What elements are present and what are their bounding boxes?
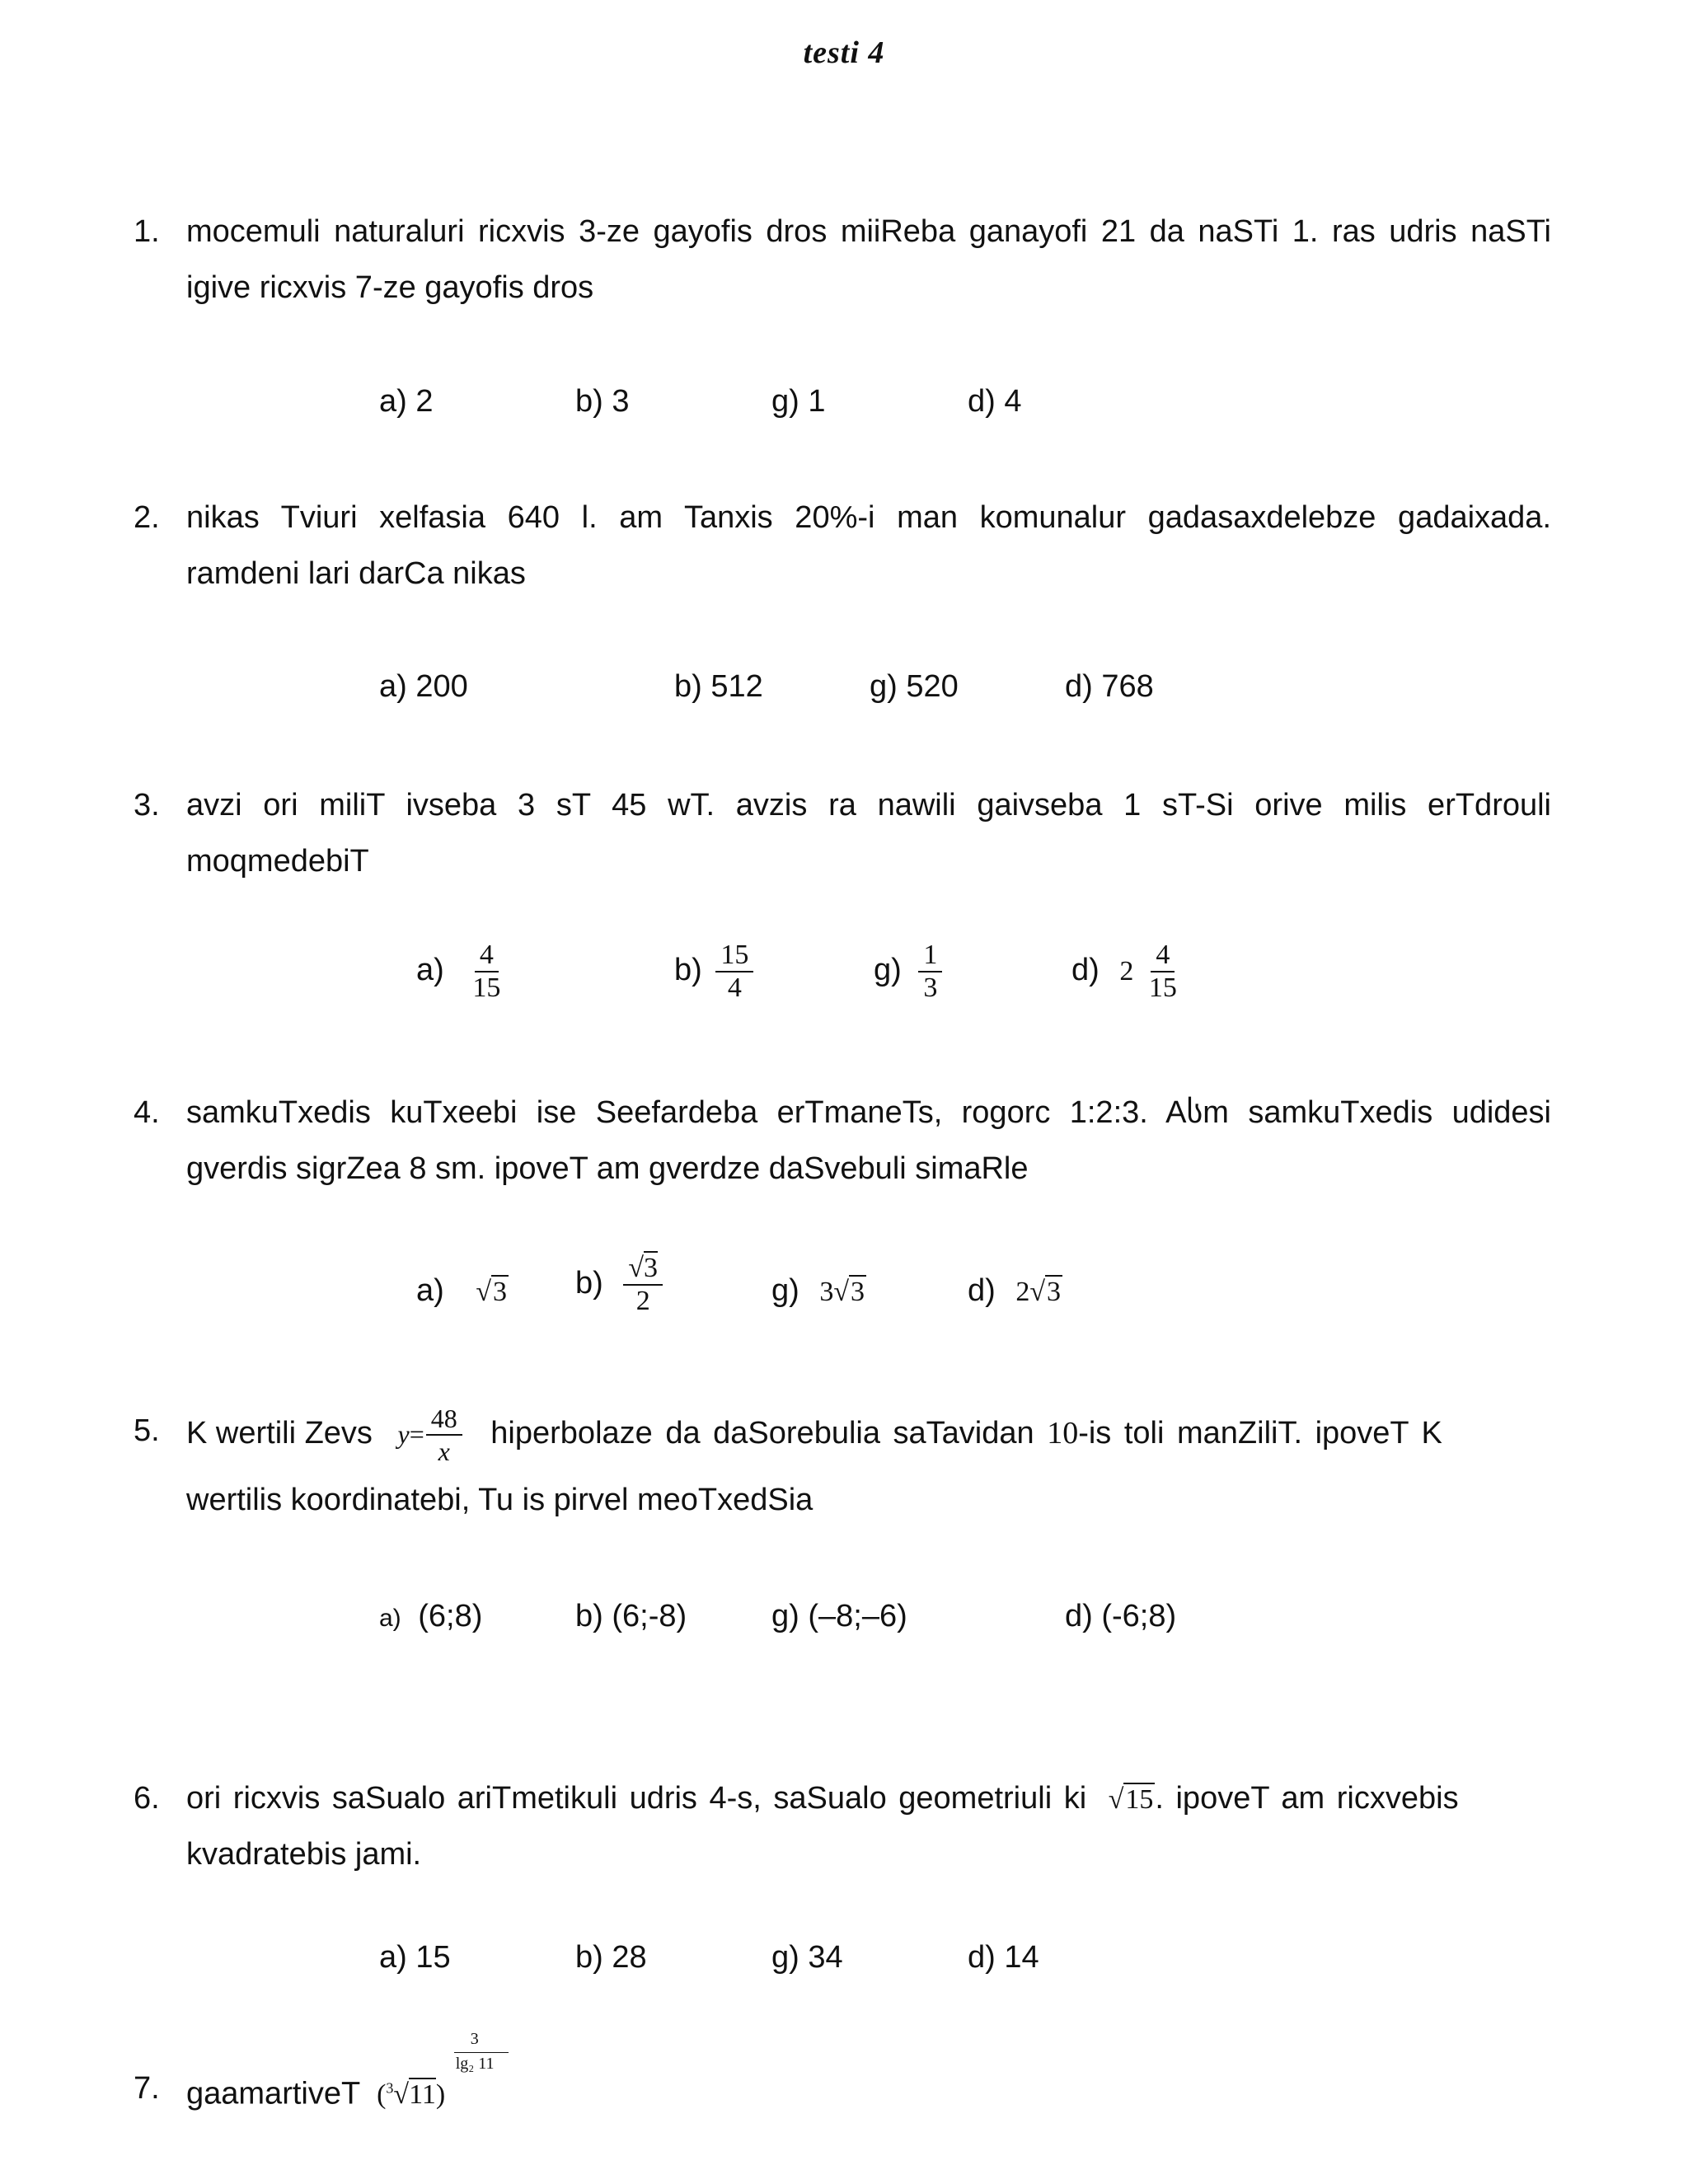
fraction [623, 1253, 663, 1317]
question-text-line: nikas Tviuri xelfasia 640 l. am Tanxis 20%-i man komunalur gadasaxdelebze gadaixada. [186, 500, 1551, 535]
root-index: 3 [386, 2080, 394, 2097]
question-text: ori ricxvis saSualo ariTmetikuli udris 4-s, saSualo geometriuli ki [186, 1781, 1087, 1816]
coefficient: 3 [819, 1277, 834, 1307]
question-text-line: avzi ori miliT ivseba 3 sT 45 wT. avzis ra nawili gaivseba 1 sT-Si orive milis erTdrouli [186, 788, 1551, 823]
exponent-fraction [454, 2030, 512, 2103]
numerator: 1 [918, 940, 942, 972]
option-label: a) [416, 953, 444, 988]
question-text-line: samkuTxedis kuTxeebi ise Seefardeba erTmaneTs, rogorc 1:2:3. Aსm samkuTxedis udidesi [186, 1095, 1551, 1130]
option-d: d) 768 [1065, 669, 1154, 704]
square-root: √15 [1108, 1784, 1154, 1815]
question-text-line: moqmedebiT [186, 844, 369, 879]
option-label: g) [771, 1273, 799, 1308]
question-5 [134, 1403, 1551, 1535]
option-a: a) 15 [379, 1940, 451, 1975]
option-label: b) [575, 1266, 603, 1301]
radicand: 3 [644, 1253, 659, 1283]
formula-equals: = [409, 1419, 424, 1450]
question-7 [134, 2030, 1551, 2126]
denominator: 2 [635, 1286, 650, 1316]
radicand: 3 [1047, 1277, 1062, 1307]
fraction [918, 940, 942, 1004]
radicand: 3 [493, 1277, 508, 1307]
question-text-line [186, 1770, 1551, 1828]
numerator: 4 [1151, 940, 1175, 972]
question-text-line: igive ricxvis 7-ze gayofis dros [186, 270, 594, 305]
question-number: 2. [134, 500, 160, 535]
option-g: g) 1 [771, 384, 826, 419]
formula-y: y [397, 1419, 410, 1450]
exponent-bar [454, 2052, 509, 2053]
option-label: g) [874, 953, 902, 988]
option-g [874, 940, 942, 1004]
question-number: 3. [134, 788, 160, 823]
option-b: b) 512 [674, 669, 763, 704]
option-value: (6;8) [418, 1599, 483, 1633]
question-text: -is toli manZiliT. ipoveT K [1078, 1416, 1442, 1451]
whole-part: 2 [1119, 956, 1134, 987]
question-number: 6. [134, 1781, 160, 1816]
question-text-line: kvadratebis jami. [186, 1837, 422, 1872]
option-d [968, 1273, 1062, 1309]
question-2 [134, 490, 1551, 605]
option-b [674, 940, 753, 1004]
denominator: 4 [727, 972, 742, 1003]
option-g: g) 34 [771, 1940, 843, 1975]
option-label: d) [968, 1273, 996, 1308]
denominator: 3 [923, 972, 938, 1003]
page-title: testi 4 [803, 35, 885, 70]
question-number: 7. [134, 2071, 160, 2106]
question-6 [134, 1770, 1551, 1886]
question-number: 4. [134, 1095, 160, 1130]
option-b: b) (6;-8) [575, 1599, 687, 1633]
option-a [416, 940, 505, 1004]
option-d [1071, 940, 1182, 1004]
square-root: √3 [476, 1277, 508, 1307]
square-root: √3 [833, 1277, 865, 1307]
question-text-line [186, 2030, 1551, 2123]
option-d: d) 14 [968, 1940, 1039, 1975]
question-number: 5. [134, 1413, 160, 1448]
question-text: K wertili Zevs [186, 1416, 373, 1451]
denominator: 15 [472, 972, 501, 1003]
coefficient: 2 [1015, 1277, 1030, 1307]
option-b [575, 1253, 663, 1317]
radicand: 3 [851, 1277, 865, 1307]
denominator: 15 [1148, 972, 1177, 1003]
fraction [1144, 940, 1182, 1004]
question-text: gaamartiveT [186, 2076, 360, 2111]
radicand: 15 [1125, 1784, 1154, 1815]
option-a [379, 1599, 482, 1634]
option-b: b) 28 [575, 1940, 647, 1975]
option-a: a) 200 [379, 669, 468, 704]
question-number: 1. [134, 214, 160, 249]
numerator: √3 [623, 1253, 663, 1286]
option-label: a) [379, 1605, 401, 1632]
option-d: d) (-6;8) [1065, 1599, 1177, 1633]
question-text: . ipoveT am ricxvebis [1155, 1781, 1459, 1816]
question-4 [134, 1085, 1551, 1200]
option-g: g) 520 [870, 669, 959, 704]
exponent-denominator: lg₂ 11 [455, 2055, 495, 2074]
fraction [715, 940, 753, 1004]
exponent-numerator: 3 [470, 2030, 479, 2049]
formula-fraction [426, 1403, 462, 1467]
numerator: 15 [715, 940, 753, 972]
question-text: hiperbolaze da daSorebulia saTavidan [490, 1416, 1048, 1451]
option-a [416, 1273, 509, 1309]
question-text-line: ramdeni lari darCa nikas [186, 556, 526, 591]
option-label: d) [1071, 953, 1100, 988]
question-text-line: gverdis sigrZea 8 sm. ipoveT am gverdze daSvebuli simaRle [186, 1151, 1029, 1186]
fraction [467, 940, 505, 1004]
numerator: 48 [426, 1403, 462, 1436]
option-b: b) 3 [575, 384, 630, 419]
option-label: b) [674, 953, 702, 988]
option-g [771, 1273, 866, 1309]
question-text-line: mocemuli naturaluri ricxvis 3-ze gayofis dros miiReba ganayofi 21 da naSTi 1. ras udris naSTi [186, 214, 1551, 249]
option-a: a) 2 [379, 384, 434, 419]
question-3 [134, 777, 1551, 893]
distance-value: 10 [1047, 1416, 1079, 1451]
question-text-line: wertilis koordinatebi, Tu is pirvel meoTxedSia [186, 1483, 814, 1517]
question-1 [134, 204, 1551, 319]
option-g: g) (–8;–6) [771, 1599, 907, 1633]
square-root: √3 [1029, 1277, 1062, 1307]
root-expression: ($^3$√11) [377, 2079, 446, 2111]
denominator: x [438, 1436, 450, 1466]
question-text-line [186, 1403, 1551, 1467]
numerator: 4 [475, 940, 499, 972]
option-label: a) [416, 1273, 444, 1308]
option-d: d) 4 [968, 384, 1022, 419]
root-argument: 11 [409, 2079, 436, 2111]
